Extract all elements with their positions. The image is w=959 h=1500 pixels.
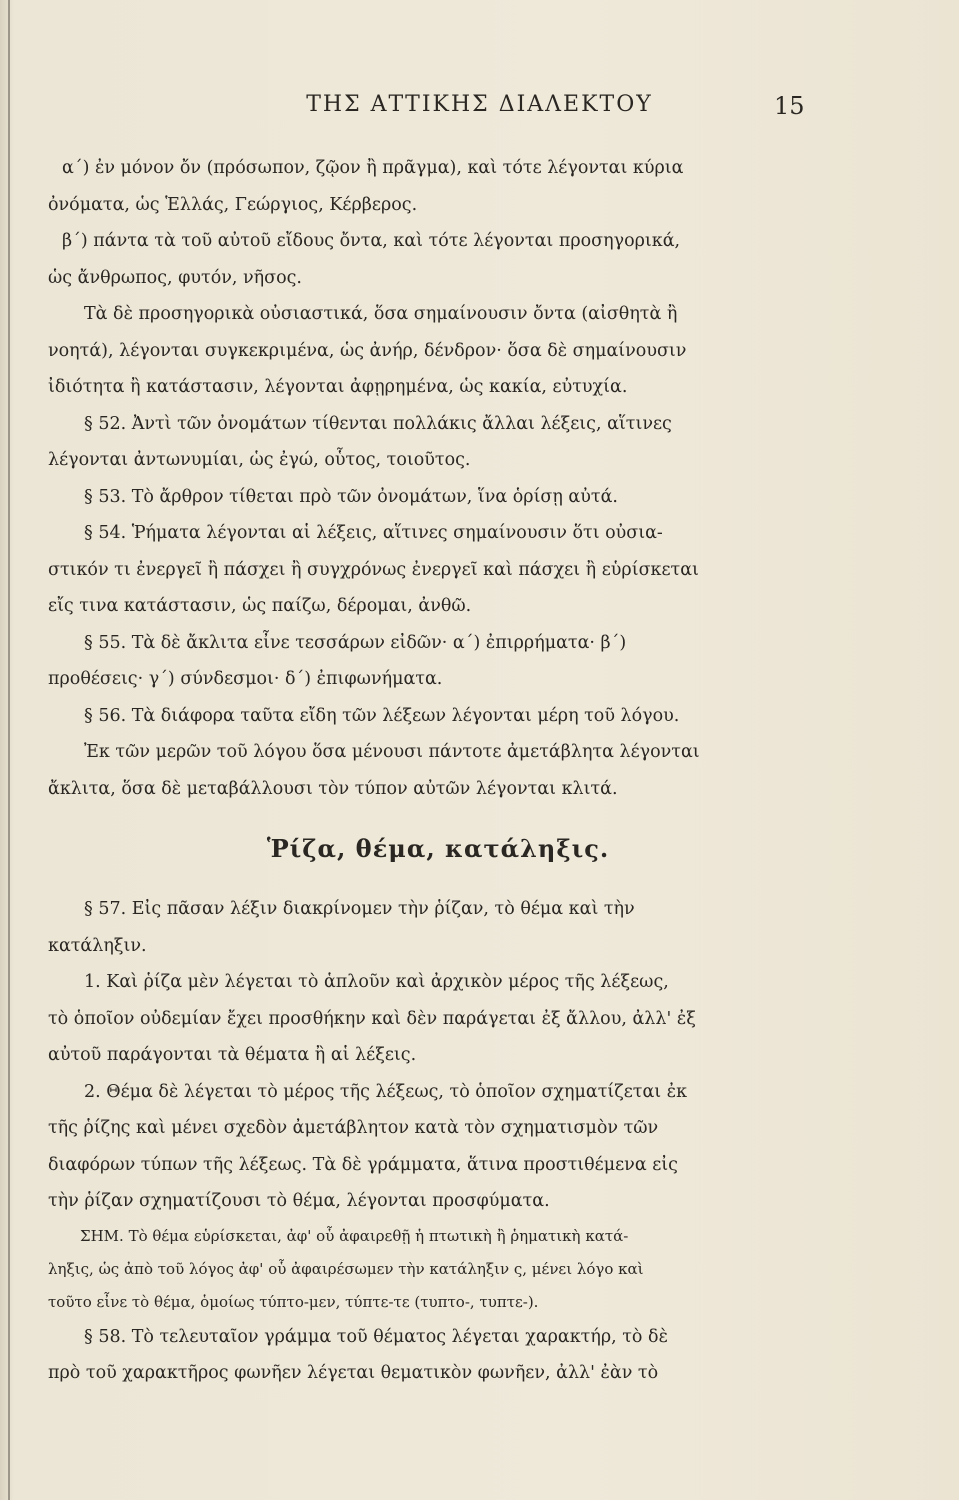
page-gutter-edge (8, 0, 10, 1500)
text-line: § 57. Εἰς πᾶσαν λέξιν διακρίνομεν τὴν ῥίζαν, τὸ θέμα καὶ τὴν (84, 899, 635, 919)
text-line: στικόν τι ἐνεργεῖ ἢ πάσχει ἢ συγχρόνως ἐνεργεῖ καὶ πάσχει ἢ εὑρίσκεται (48, 559, 699, 580)
page-header (0, 92, 959, 128)
text-line: ἰδιότητα ἢ κατάστασιν, λέγονται ἀφῃρημένα, ὡς κακία, εὐτυχία. (48, 377, 628, 397)
text-line: β΄) πάντα τὰ τοῦ αὐτοῦ εἴδους ὄντα, καὶ τότε λέγονται προσηγορικά, (62, 231, 681, 251)
text-line: ὡς ἄνθρωπος, φυτόν, νῆσος. (48, 267, 302, 288)
text-line: § 56. Τὰ διάφορα ταῦτα εἴδη τῶν λέξεων λέγονται μέρη τοῦ λόγου. (84, 705, 680, 726)
text-line: αὐτοῦ παράγονται τὰ θέματα ἢ αἱ λέξεις. (48, 1045, 417, 1065)
text-line: 2. Θέμα δὲ λέγεται τὸ μέρος τῆς λέξεως, τὸ ὁποῖον σχηματίζεται ἐκ (84, 1081, 688, 1102)
body-text (48, 150, 828, 1392)
text-line: νοητά), λέγονται συγκεκριμένα, ὡς ἀνήρ, δένδρον· ὅσα δὲ σημαίνουσιν (48, 340, 687, 361)
text-line: λέγονται ἀντωνυμίαι, ὡς ἐγώ, οὗτος, τοιοῦτος. (48, 450, 471, 470)
note-line: τοῦτο εἶνε τὸ θέμα, ὁμοίως τύπτο-μεν, τύπτε-τε (τυπτο-, τυπτε-). (48, 1292, 539, 1311)
text-line: § 58. Τὸ τελευταῖον γράμμα τοῦ θέματος λέγεται χαρακτήρ, τὸ δὲ (84, 1326, 668, 1347)
text-line: Ἐκ τῶν μερῶν τοῦ λόγου ὅσα μένουσι πάντοτε ἀμετάβλητα λέγονται (84, 742, 700, 762)
running-title: ΤΗΣ ΑΤΤΙΚΗΣ ΔΙΑΛΕΚΤΟΥ (306, 92, 653, 117)
text-line: α΄) ἐν μόνον ὄν (πρόσωπον, ζῷον ἢ πρᾶγμα), καὶ τότε λέγονται κύρια (62, 158, 684, 178)
text-line: πρὸ τοῦ χαρακτῆρος φωνῆεν λέγεται θεματικὸν φωνῆεν, ἀλλ' ἐὰν τὸ (48, 1363, 659, 1383)
text-line: Τὰ δὲ προσηγορικὰ οὐσιαστικά, ὅσα σημαίνουσιν ὄντα (αἰσθητὰ ἢ (84, 304, 678, 324)
note-line: ΣΗΜ. Τὸ θέμα εὑρίσκεται, ἀφ' οὗ ἀφαιρεθῇ ἡ πτωτικὴ ἢ ῥηματικὴ κατά- (80, 1226, 629, 1245)
text-line: προθέσεις· γ΄) σύνδεσμοι· δ΄) ἐπιφωνήματα. (48, 669, 443, 689)
text-line: τὸ ὁποῖον οὐδεμίαν ἔχει προσθήκην καὶ δὲν παράγεται ἐξ ἄλλου, ἀλλ' ἐξ (48, 1008, 696, 1029)
page-number: 15 (774, 92, 805, 120)
text-line: § 54. Ῥήματα λέγονται αἱ λέξεις, αἵτινες σημαίνουσιν ὅτι οὐσια- (84, 523, 663, 543)
text-line: § 52. Ἀντὶ τῶν ὀνομάτων τίθενται πολλάκις ἄλλαι λέξεις, αἵτινες (84, 413, 672, 434)
text-line: ὀνόματα, ὡς Ἑλλάς, Γεώργιος, Κέρβερος. (48, 194, 418, 215)
text-line: ἄκλιτα, ὅσα δὲ μεταβάλλουσι τὸν τύπον αὐτῶν λέγονται κλιτά. (48, 778, 618, 799)
text-line: § 55. Τὰ δὲ ἄκλιτα εἶνε τεσσάρων εἰδῶν· α΄) ἐπιρρήματα· β΄) (84, 632, 627, 653)
text-line: § 53. Τὸ ἄρθρον τίθεται πρὸ τῶν ὀνομάτων, ἵνα ὁρίσῃ αὐτά. (84, 486, 618, 507)
text-line: εἴς τινα κατάστασιν, ὡς παίζω, δέρομαι, ἀνθῶ. (48, 596, 472, 616)
text-line: τὴν ῥίζαν σχηματίζουσι τὸ θέμα, λέγονται προσφύματα. (48, 1191, 550, 1211)
note-line: ληξις, ὡς ἀπὸ τοῦ λόγος ἀφ' οὗ ἀφαιρέσωμεν τὴν κατάληξιν ς, μένει λόγο καὶ (48, 1259, 644, 1278)
text-line: τῆς ῥίζης καὶ μένει σχεδὸν ἀμετάβλητον κατὰ τὸν σχηματισμὸν τῶν (48, 1118, 659, 1138)
section-heading: Ῥίζα, θέμα, κατάληξις. (266, 834, 610, 863)
text-line: διαφόρων τύπων τῆς λέξεως. Τὰ δὲ γράμματα, ἅτινα προστιθέμενα εἰς (48, 1154, 678, 1175)
text-line: κατάληξιν. (48, 935, 147, 956)
text-line: 1. Καὶ ῥίζα μὲν λέγεται τὸ ἁπλοῦν καὶ ἀρχικὸν μέρος τῆς λέξεως, (84, 972, 669, 992)
